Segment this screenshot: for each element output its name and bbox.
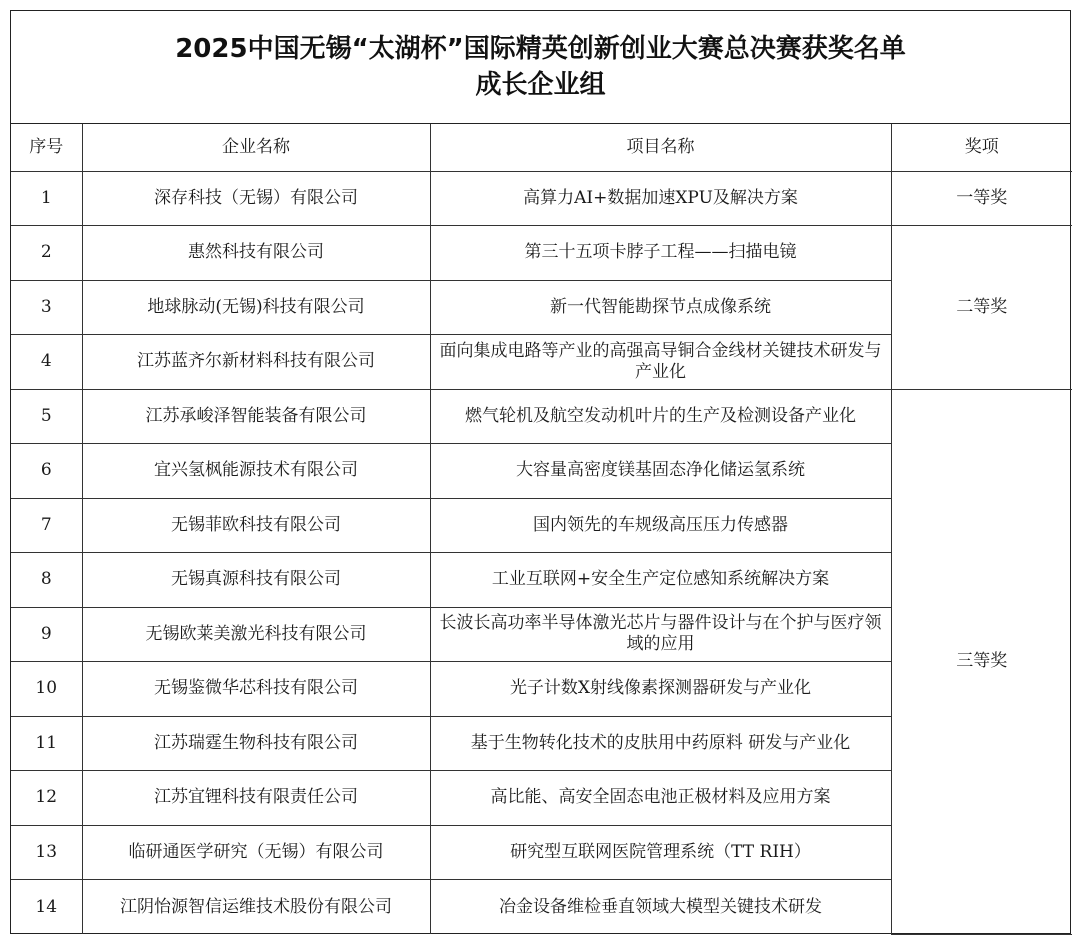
table-row <box>11 226 1072 281</box>
document-subtitle: 成长企业组 <box>475 70 606 100</box>
row-company: 无锡欧莱美激光科技有限公司 <box>82 607 430 662</box>
header-project: 项目名称 <box>430 124 891 171</box>
row-index: 7 <box>11 498 82 553</box>
document-title: 2025中国无锡“太湖杯”国际精英创新创业大赛总决赛获奖名单 <box>175 34 906 64</box>
award-list-document <box>10 10 1071 934</box>
table-row <box>11 389 1072 444</box>
row-project: 冶金设备维检垂直领域大模型关键技术研发 <box>430 880 891 935</box>
row-project: 长波长高功率半导体激光芯片与器件设计与在个护与医疗领域的应用 <box>430 607 891 662</box>
row-project: 面向集成电路等产业的高强高导铜合金线材关键技术研发与产业化 <box>430 335 891 390</box>
row-index: 6 <box>11 444 82 499</box>
row-project: 燃气轮机及航空发动机叶片的生产及检测设备产业化 <box>430 389 891 444</box>
row-company: 深存科技（无锡）有限公司 <box>82 171 430 226</box>
table-header-row <box>11 124 1072 171</box>
header-index: 序号 <box>11 124 82 171</box>
award-second-prize: 二等奖 <box>891 226 1072 390</box>
row-index: 12 <box>11 771 82 826</box>
row-index: 10 <box>11 662 82 717</box>
row-index: 8 <box>11 553 82 608</box>
row-index: 13 <box>11 825 82 880</box>
row-company: 江苏宜锂科技有限责任公司 <box>82 771 430 826</box>
row-index: 4 <box>11 335 82 390</box>
row-company: 地球脉动(无锡)科技有限公司 <box>82 280 430 335</box>
row-company: 无锡鉴微华芯科技有限公司 <box>82 662 430 717</box>
row-company: 无锡菲欧科技有限公司 <box>82 498 430 553</box>
row-project: 研究型互联网医院管理系统（TT RIH） <box>430 825 891 880</box>
award-table <box>11 124 1072 935</box>
row-company: 江苏蓝齐尔新材料科技有限公司 <box>82 335 430 390</box>
row-project: 高算力AI+数据加速XPU及解决方案 <box>430 171 891 226</box>
row-index: 1 <box>11 171 82 226</box>
row-index: 14 <box>11 880 82 935</box>
table-row <box>11 171 1072 226</box>
row-index: 2 <box>11 226 82 281</box>
award-first-prize: 一等奖 <box>891 171 1072 226</box>
document-header <box>11 11 1070 124</box>
header-award: 奖项 <box>891 124 1072 171</box>
row-company: 宜兴氢枫能源技术有限公司 <box>82 444 430 499</box>
row-project: 大容量高密度镁基固态净化储运氢系统 <box>430 444 891 499</box>
award-third-prize: 三等奖 <box>891 389 1072 934</box>
row-project: 光子计数X射线像素探测器研发与产业化 <box>430 662 891 717</box>
row-company: 江苏瑞霆生物科技有限公司 <box>82 716 430 771</box>
row-project: 基于生物转化技术的皮肤用中药原料 研发与产业化 <box>430 716 891 771</box>
row-index: 5 <box>11 389 82 444</box>
row-index: 9 <box>11 607 82 662</box>
row-index: 3 <box>11 280 82 335</box>
row-company: 江苏承峻泽智能装备有限公司 <box>82 389 430 444</box>
header-company: 企业名称 <box>82 124 430 171</box>
row-project: 第三十五项卡脖子工程——扫描电镜 <box>430 226 891 281</box>
row-company: 临研通医学研究（无锡）有限公司 <box>82 825 430 880</box>
row-project: 高比能、高安全固态电池正极材料及应用方案 <box>430 771 891 826</box>
row-company: 无锡真源科技有限公司 <box>82 553 430 608</box>
row-index: 11 <box>11 716 82 771</box>
row-project: 工业互联网+安全生产定位感知系统解决方案 <box>430 553 891 608</box>
row-project: 新一代智能勘探节点成像系统 <box>430 280 891 335</box>
row-project: 国内领先的车规级高压压力传感器 <box>430 498 891 553</box>
row-company: 江阴怡源智信运维技术股份有限公司 <box>82 880 430 935</box>
row-company: 惠然科技有限公司 <box>82 226 430 281</box>
